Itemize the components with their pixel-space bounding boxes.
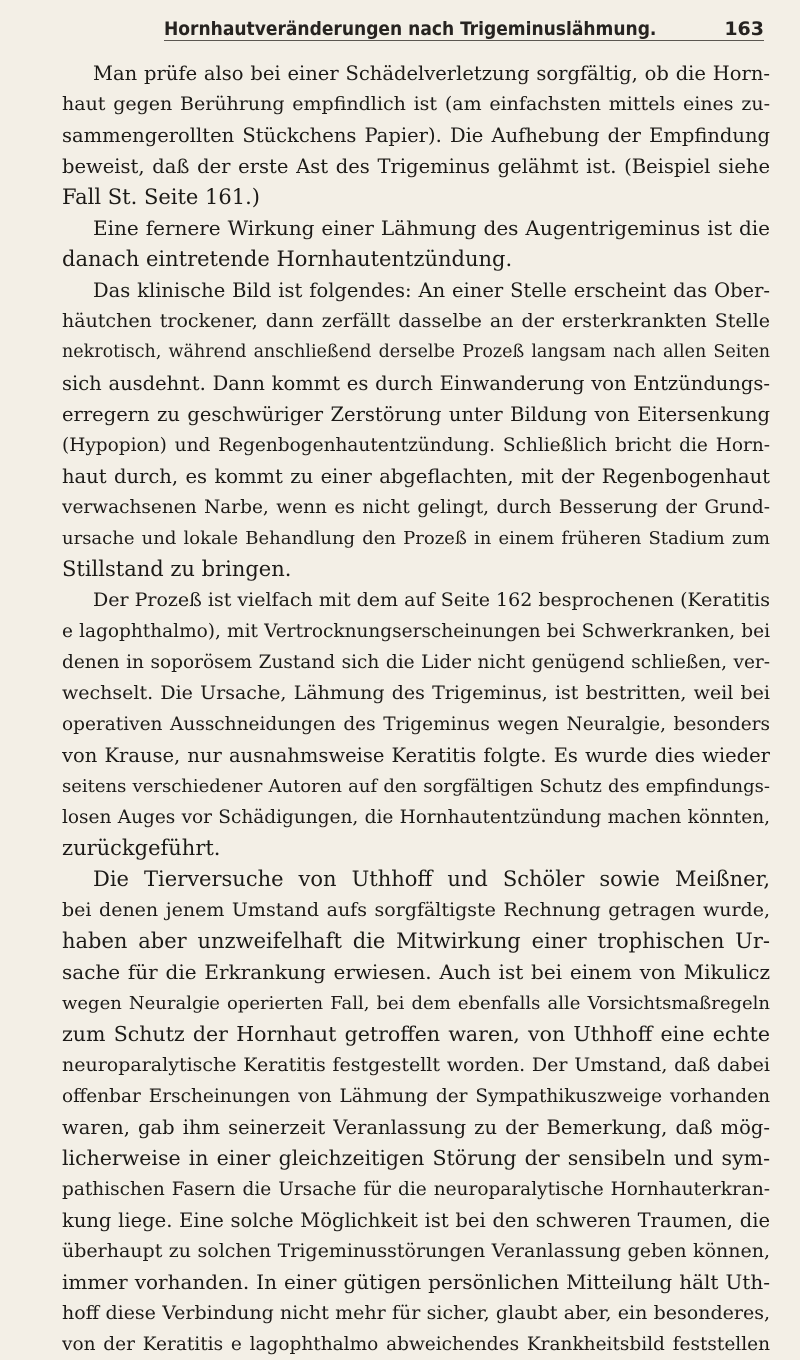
- header-rule: [164, 40, 764, 41]
- text-line: von Krause, nur ausnahmsweise Keratitis folgte. Es wurde dies wieder: [62, 744, 770, 767]
- text-line: hoff diese Verbindung nicht mehr für sicher, glaubt aber, ein besonderes,: [62, 1302, 770, 1324]
- text-line: sache für die Erkrankung erwiesen. Auch ist bei einem von Mikulicz: [62, 960, 770, 984]
- text-line: operativen Ausschneidungen des Trigeminus wegen Neuralgie, besonders: [62, 714, 770, 735]
- text-line: Fall St. Seite 161.): [62, 185, 260, 209]
- text-line: Der Prozeß ist vielfach mit dem auf Seite 162 besprochenen (Keratitis: [93, 589, 770, 611]
- text-line: kung liege. Eine solche Möglichkeit ist bei den schweren Traumen, die: [62, 1209, 770, 1232]
- text-line: beweist, daß der erste Ast des Trigeminus gelähmt ist. (Beispiel siehe: [62, 155, 770, 178]
- page-number: 163: [724, 18, 764, 40]
- text-line: sammengerollten Stückchens Papier). Die Aufhebung der Empfindung: [62, 124, 770, 147]
- text-line: seitens verschiedener Autoren auf den sorgfältigen Schutz des empfindungs-: [62, 776, 770, 797]
- text-line: waren, gab ihm seinerzeit Veranlassung zu der Bemerkung, daß mög-: [62, 1116, 770, 1139]
- text-line: erregern zu geschwüriger Zerstörung unter Bildung von Eitersenkung: [62, 403, 770, 426]
- text-line: ursache und lokale Behandlung den Prozeß in einem früheren Stadium zum: [62, 528, 770, 549]
- text-line: haben aber unzweifelhaft die Mitwirkung einer trophischen Ur-: [62, 929, 770, 953]
- text-line: danach eintretende Hornhautentzündung.: [62, 247, 513, 271]
- text-line: denen in soporösem Zustand sich die Lider nicht genügend schließen, ver-: [62, 652, 770, 673]
- text-line: sich ausdehnt. Dann kommt es durch Einwanderung von Entzündungs-: [62, 372, 770, 395]
- text-line: bei denen jenem Umstand aufs sorgfältigste Rechnung getragen wurde,: [62, 899, 770, 921]
- text-line: pathischen Fasern die Ursache für die neuroparalytische Hornhauterkran-: [62, 1179, 770, 1200]
- text-line: Das klinische Bild ist folgendes: An einer Stelle erscheint das Ober-: [93, 279, 770, 302]
- text-line: Eine fernere Wirkung einer Lähmung des Augentrigeminus ist die: [93, 216, 770, 240]
- text-line: überhaupt zu solchen Trigeminusstörungen Veranlassung geben können,: [62, 1240, 770, 1262]
- text-line: zurückgeführt.: [62, 836, 221, 860]
- text-line: nekrotisch, während anschließend derselbe Prozeß langsam nach allen Seiten: [62, 342, 770, 362]
- text-line: zum Schutz der Hornhaut getroffen waren, von Uthhoff eine echte: [62, 1022, 770, 1046]
- text-line: offenbar Erscheinungen von Lähmung der Sympathikuszweige vorhanden: [62, 1086, 770, 1107]
- text-line: häutchen trockener, dann zerfällt dasselbe an der ersterkrankten Stelle: [62, 310, 770, 332]
- text-line: wegen Neuralgie operierten Fall, bei dem ebenfalls alle Vorsichtsmaßregeln: [62, 993, 770, 1014]
- text-line: immer vorhanden. In einer gütigen persönlichen Mitteilung hält Uth-: [62, 1270, 770, 1294]
- text-line: Die Tierversuche von Uthhoff und Schöler sowie Meißner,: [93, 867, 770, 891]
- text-line: haut gegen Berührung empfindlich ist (am einfachsten mittels eines zu-: [62, 93, 770, 115]
- text-line: Stillstand zu bringen.: [62, 557, 292, 581]
- running-title: Hornhautveränderungen nach Trigeminuslähmung.: [164, 18, 657, 40]
- text-line: verwachsenen Narbe, wenn es nicht gelingt, durch Besserung der Grund-: [62, 497, 770, 518]
- text-line: neuroparalytische Keratitis festgestellt worden. Der Umstand, daß dabei: [62, 1054, 770, 1076]
- text-line: haut durch, es kommt zu einer abgeflachten, mit der Regenbogenhaut: [62, 465, 770, 488]
- text-line: von der Keratitis e lagophthalmo abweichendes Krankheitsbild feststellen: [62, 1334, 770, 1355]
- body-text: [62, 58, 770, 1360]
- text-line: losen Auges vor Schädigungen, die Hornhautentzündung machen könnten,: [62, 807, 770, 828]
- text-line: Man prüfe also bei einer Schädelverletzung sorgfältig, ob die Horn-: [93, 62, 770, 85]
- text-line: (Hypopion) und Regenbogenhautentzündung. Schließlich bricht die Horn-: [62, 435, 770, 456]
- text-line: wechselt. Die Ursache, Lähmung des Trigeminus, ist bestritten, weil bei: [62, 682, 770, 704]
- text-line: e lagophthalmo), mit Vertrocknungserscheinungen bei Schwerkranken, bei: [62, 621, 770, 642]
- text-line: licherweise in einer gleichzeitigen Störung der sensibeln und sym-: [62, 1146, 770, 1170]
